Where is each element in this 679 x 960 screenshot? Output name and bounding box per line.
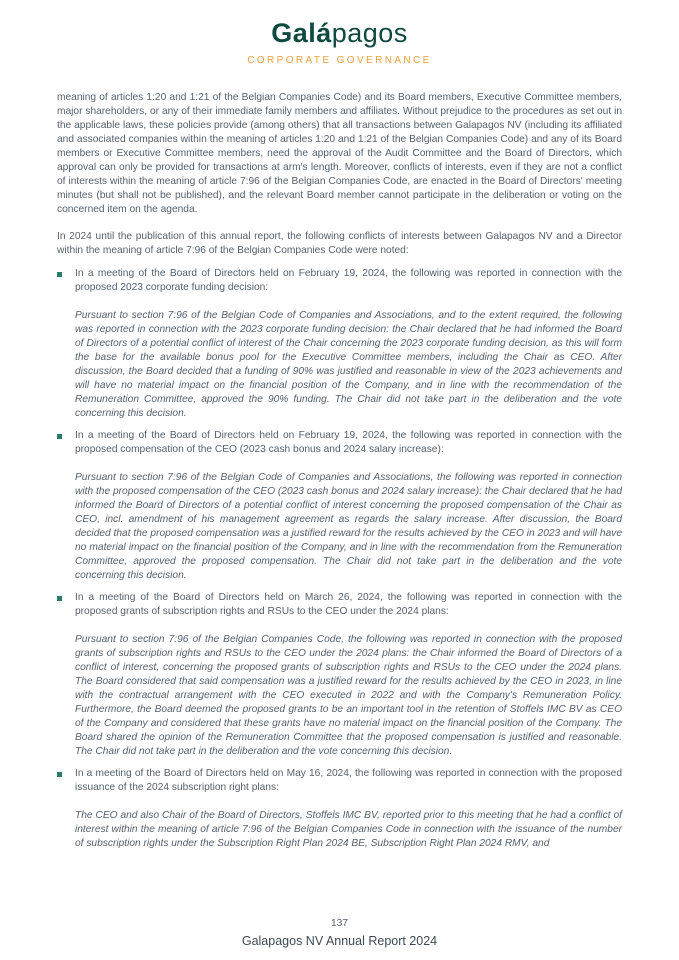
bullet-body-4	[75, 767, 622, 859]
galapagos-logo	[57, 18, 622, 48]
bullet-item-1	[57, 267, 622, 429]
bullet-detail-2: Pursuant to section 7:96 of the Belgian Code of Companies and Associations, the following was reported in connection with the proposed compensation of the CEO (2023 cash bonus and 2024 salary increase): the Chair declared that he had informed the Board of Directors of a potential conflict of interest concerning the proposed compensation of the Chair as CEO, incl. amendment of his management agreement as regards the salary increase. After discussion, the Board decided that the proposed compensation was a justified reward for the results achieved by the CEO in 2023 and will have no material impact on the financial position of the Company, and in line with the recommendation from the Remuneration Committee, approved the proposed compensation. The Chair did not take part in the deliberation and the vote concerning this decision.	[75, 472, 622, 581]
section-subtitle: CORPORATE GOVERNANCE	[247, 55, 432, 66]
logo-text-bold: Galá	[271, 18, 332, 48]
document-footer	[0, 917, 679, 948]
logo-text-light: pagos	[331, 18, 408, 48]
page-content	[57, 91, 622, 859]
square-bullet-icon	[57, 272, 62, 277]
bullet-lead-2: In a meeting of the Board of Directors held on February 19, 2024, the following was reported in connection with the proposed compensation of the CEO (2023 cash bonus and 2024 salary increase):	[75, 430, 622, 455]
document-header	[57, 14, 622, 66]
conflict-bullet-list	[57, 267, 622, 859]
bullet-detail-4: The CEO and also Chair of the Board of Directors, Stoffels IMC BV, reported prior to this meeting that he had a conflict of interest within the meaning of article 7:96 of the Belgian Companies Code in connection with the issuance of the number of subscription rights under the Subscription Right Plan 2024 BE, Subscription Right Plan 2024 RMV, and	[75, 810, 622, 849]
intro-paragraph-2: In 2024 until the publication of this annual report, the following conflicts of interests between Galapagos NV and a Director within the meaning of article 7:96 of the Belgian Companies Code were noted:	[57, 231, 622, 256]
square-bullet-icon	[57, 596, 62, 601]
bullet-lead-3: In a meeting of the Board of Directors held on March 26, 2024, the following was reported in connection with the proposed grants of subscription rights and RSUs to the CEO under the 2024 plans:	[75, 592, 622, 617]
bullet-item-4	[57, 767, 622, 859]
bullet-body-2	[75, 429, 622, 591]
report-title: Galapagos NV Annual Report 2024	[241, 934, 438, 948]
bullet-item-2	[57, 429, 622, 591]
bullet-body-1	[75, 267, 622, 429]
bullet-lead-4: In a meeting of the Board of Directors held on May 16, 2024, the following was reported in connection with the proposed issuance of the 2024 subscription right plans:	[75, 768, 622, 793]
page-number: 137	[331, 918, 348, 929]
square-bullet-icon	[57, 772, 62, 777]
bullet-body-3	[75, 591, 622, 767]
bullet-lead-1: In a meeting of the Board of Directors held on February 19, 2024, the following was reported in connection with the proposed 2023 corporate funding decision:	[75, 268, 622, 293]
bullet-detail-3: Pursuant to section 7:96 of the Belgian Companies Code, the following was reported in connection with the proposed grants of subscription rights and RSUs to the CEO under the 2024 plans: the Chair informed the Board of Directors of a conflict of interest, concerning the proposed grants of subscription rights and RSUs to the CEO under the 2024 plans. The Board considered that said compensation was a justified reward for the results achieved by the CEO in 2023, in line with the contractual arrangement with the CEO executed in 2022 and with the Company's Remuneration Policy. Furthermore, the Board deemed the proposed grants to be an important tool in the retention of Stoffels IMC BV as CEO of the Company and considered that these grants have no material impact on the financial position of the Company. The Board shared the opinion of the Remuneration Committee that the proposed compensation is justified and reasonable. The Chair did not take part in the deliberation and the vote concerning this decision.	[75, 634, 622, 757]
bullet-item-3	[57, 591, 622, 767]
intro-paragraph-1: meaning of articles 1:20 and 1:21 of the Belgian Companies Code) and its Board members, Executive Committee members, major shareholders, or any of their immediate family members and affiliates. Without prejudice to the procedures as set out in the applicable laws, these policies provide (among others) that all transactions between Galapagos NV (including its affiliated and associated companies within the meaning of articles 1:20 and 1:21 of the Belgian Companies Code) and any of its Board members or Executive Committee members, need the approval of the Audit Committee and the Board of Directors, which approval can only be provided for transactions at arm's length. Moreover, conflicts of interests, even if they are not a conflict of interests within the meaning of article 7:96 of the Belgian Companies Code, are enacted in the Board of Directors' meeting minutes (but shall not be published), and the relevant Board member cannot participate in the deliberation or voting on the concerned item on the agenda.	[57, 92, 622, 215]
bullet-detail-1: Pursuant to section 7:96 of the Belgian Code of Companies and Associations, and to the extent required, the following was reported in connection with the 2023 corporate funding decision: the Chair declared that he had informed the Board of Directors of a potential conflict of interest of the Chair concerning the 2023 corporate funding decision, as this will form the base for the available bonus pool for the Executive Committee members, including the Chair as CEO. After discussion, the Board decided that a funding of 90% was justified and reasonable in view of the 2023 achievements and will have no material impact on the financial position of the Company, and in line with the recommendation of the Remuneration Committee, approved the 90% funding. The Chair did not take part in the deliberation and the vote concerning this decision.	[75, 310, 622, 419]
square-bullet-icon	[57, 434, 62, 439]
